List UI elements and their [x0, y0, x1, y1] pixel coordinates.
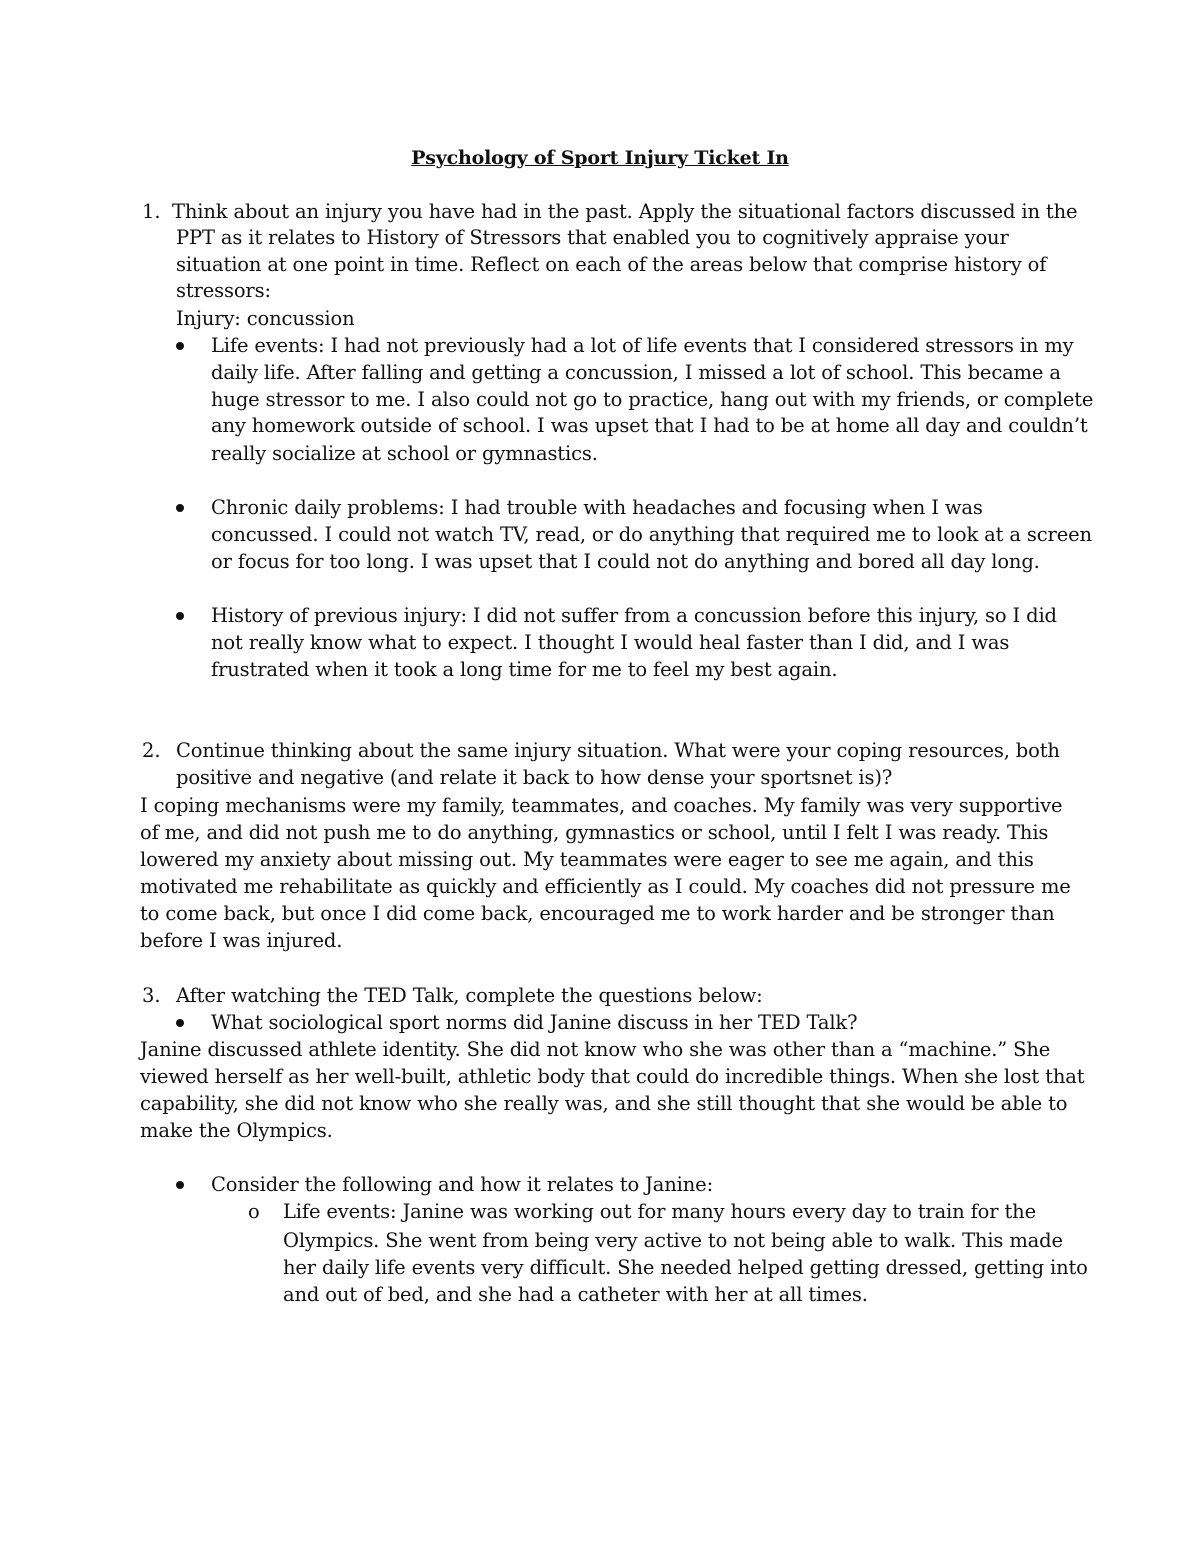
answer-line: I coping mechanisms were my family, teammates, and coaches. My family was very supportive [140, 794, 1063, 817]
bullet-text-line: huge stressor to me. I also could not go to practice, hang out with my friends, or complete [211, 388, 1094, 411]
bullet-text-line: concussed. I could not watch TV, read, or do anything that required me to look at a screen [211, 523, 1092, 546]
question-2-line: Continue thinking about the same injury situation. What were your coping resources, both [176, 739, 1060, 762]
injury-label: Injury: concussion [176, 307, 355, 330]
bullet-text-line: not really know what to expect. I thought I would heal faster than I did, and I was [211, 631, 1010, 654]
question-2-line: positive and negative (and relate it back to how dense your sportsnet is)? [176, 766, 893, 789]
answer-line: make the Olympics. [140, 1119, 333, 1142]
question-1-line: stressors: [176, 279, 271, 302]
bullet-icon [176, 342, 184, 350]
sub-bullet-text-line: and out of bed, and she had a catheter with her at all times. [283, 1283, 868, 1306]
answer-line: viewed herself as her well-built, athletic body that could do incredible things. When she lost that [140, 1065, 1085, 1088]
bullet-text-line: frustrated when it took a long time for me to feel my best again. [211, 658, 838, 681]
bullet-text-line: or focus for too long. I was upset that I could not do anything and bored all day long. [211, 550, 1040, 573]
question-1-line: Think about an injury you have had in the past. Apply the situational factors discussed in the [172, 200, 1078, 223]
bullet-icon [176, 1181, 184, 1189]
sub-bullet-text-line: Olympics. She went from being very active to not being able to walk. This made [283, 1229, 1063, 1252]
bullet-text-line: History of previous injury: I did not suffer from a concussion before this injury, so I did [211, 604, 1057, 627]
bullet-icon [176, 1019, 184, 1027]
answer-line: lowered my anxiety about missing out. My teammates were eager to see me again, and this [140, 848, 1034, 871]
bullet-text-line: Chronic daily problems: I had trouble with headaches and focusing when I was [211, 496, 983, 519]
question-1-number: 1. [142, 200, 161, 223]
bullet-icon [176, 504, 184, 512]
answer-line: to come back, but once I did come back, encouraged me to work harder and be stronger than [140, 902, 1055, 925]
answer-line: before I was injured. [140, 929, 343, 952]
bullet-text-line: any homework outside of school. I was upset that I had to be at home all day and couldn’t [211, 414, 1088, 437]
sub-bullet-text-line: her daily life events very difficult. She needed helped getting dressed, getting into [283, 1256, 1088, 1279]
answer-line: motivated me rehabilitate as quickly and efficiently as I could. My coaches did not pressure me [140, 875, 1071, 898]
question-3-number: 3. [142, 984, 161, 1007]
bullet-text-line: What sociological sport norms did Janine discuss in her TED Talk? [211, 1011, 858, 1034]
answer-line: Janine discussed athlete identity. She did not know who she was other than a “machine.” She [140, 1038, 1051, 1061]
answer-line: of me, and did not push me to do anything, gymnastics or school, until I felt I was ready. This [140, 821, 1049, 844]
question-2-number: 2. [142, 739, 161, 762]
sub-bullet-icon: o [248, 1200, 260, 1223]
bullet-text-line: Life events: I had not previously had a lot of life events that I considered stressors in my [211, 334, 1074, 357]
question-1-line: situation at one point in time. Reflect on each of the areas below that comprise history of [176, 253, 1047, 276]
sub-bullet-text-line: Life events: Janine was working out for many hours every day to train for the [283, 1200, 1036, 1223]
bullet-text-line: Consider the following and how it relates to Janine: [211, 1173, 713, 1196]
question-3-line: After watching the TED Talk, complete the questions below: [176, 984, 763, 1007]
document-title: Psychology of Sport Injury Ticket In [411, 147, 789, 169]
bullet-text-line: daily life. After falling and getting a concussion, I missed a lot of school. This became a [211, 361, 1061, 384]
bullet-text-line: really socialize at school or gymnastics. [211, 442, 598, 465]
question-1-line: PPT as it relates to History of Stressors that enabled you to cognitively appraise your [176, 226, 1009, 249]
bullet-icon [176, 612, 184, 620]
answer-line: capability, she did not know who she really was, and she still thought that she would be able to [140, 1092, 1068, 1115]
